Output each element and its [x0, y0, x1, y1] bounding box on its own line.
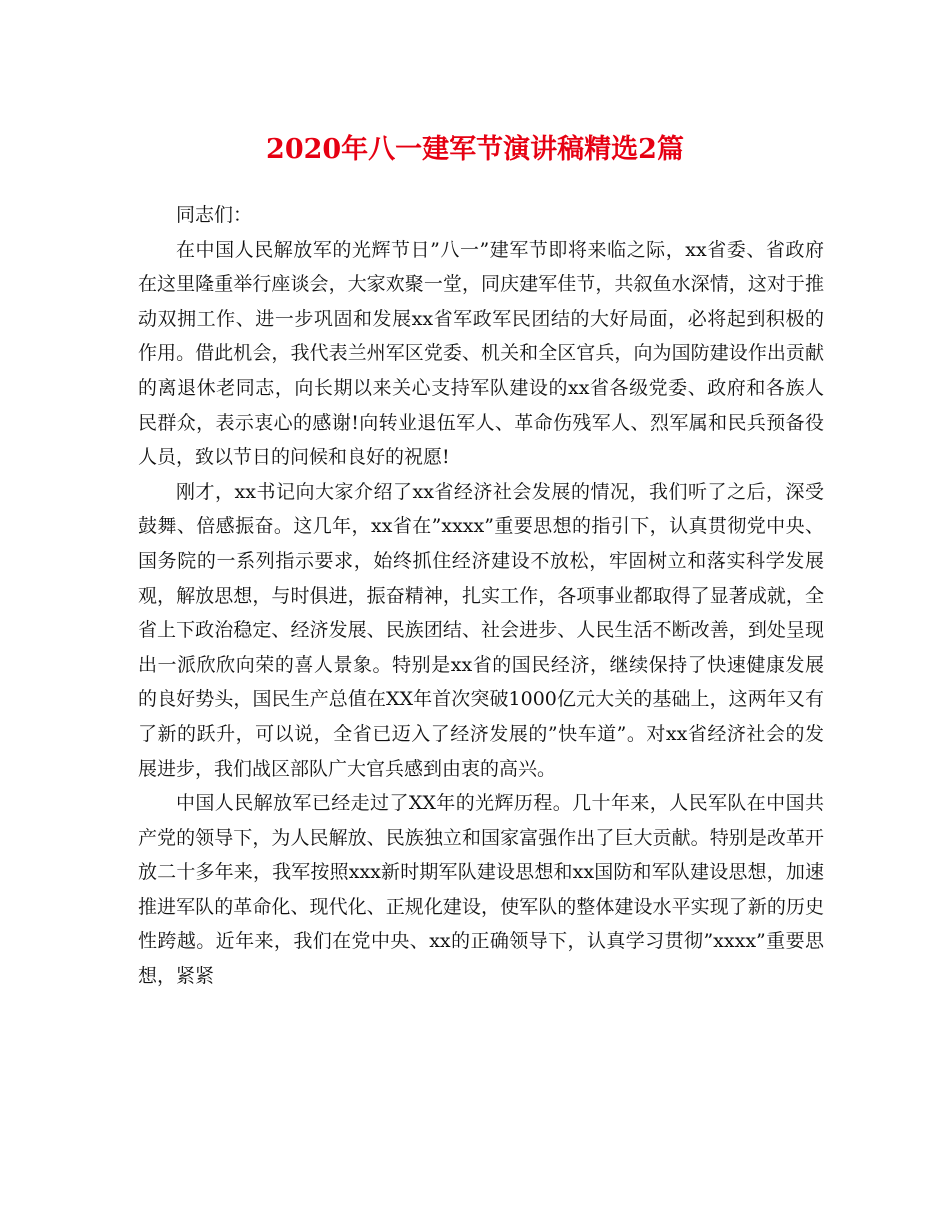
salutation: 同志们： — [176, 204, 253, 226]
paragraph-2: 刚才，xx书记向大家介绍了xx省经济社会发展的情况，我们听了之后，深受鼓舞、倍感振奋。这几年，xx省在”xxxx”重要思想的指引下，认真贯彻党中央、国务院的一系列指示要求，始终抓住经济建设不放松，牢固树立和落实科学发展观，解放思想，与时俱进，振奋精神，扎实工作，各项事业都取得了显著成就，全省上下政治稳定、经济发展、民族团结、社会进步、人民生活不断改善，到处呈现出一派欣欣向荣的喜人景象。特别是xx省的国民经济，继续保持了快速健康发展的良好势头，国民生产总值在XX年首次突破1000亿元大关的基础上，这两年又有了新的跃升，可以说，全省已迈入了经济发展的”快车道”。对xx省经济社会的发展进步，我们战区部队广大官兵感到由衷的高兴。 — [138, 480, 824, 780]
document-body — [138, 198, 824, 994]
paragraph-1: 在中国人民解放军的光辉节日”八一”建军节即将来临之际，xx省委、省政府在这里隆重举行座谈会，大家欢聚一堂，同庆建军佳节，共叙鱼水深情，这对于推动双拥工作、进一步巩固和发展xx省军政军民团结的大好局面，必将起到积极的作用。借此机会，我代表兰州军区党委、机关和全区官兵，向为国防建设作出贡献的离退休老同志，向长期以来关心支持军队建设的xx省各级党委、政府和各族人民群众，表示衷心的感谢!向转业退伍军人、革命伤残军人、烈军属和民兵预备役人员，致以节日的问候和良好的祝愿! — [138, 238, 824, 469]
paragraph-3: 中国人民解放军已经走过了XX年的光辉历程。几十年来，人民军队在中国共产党的领导下，为人民解放、民族独立和国家富强作出了巨大贡献。特别是改革开放二十多年来，我军按照xxx新时期军队建设思想和xx国防和军队建设思想，加速推进军队的革命化、现代化、正规化建设，使军队的整体建设水平实现了新的历史性跨越。近年来，我们在党中央、xx的正确领导下，认真学习贯彻”xxxx”重要思想，紧紧 — [138, 792, 824, 988]
document-title: 2020年八一建军节演讲稿精选2篇 — [266, 134, 684, 165]
